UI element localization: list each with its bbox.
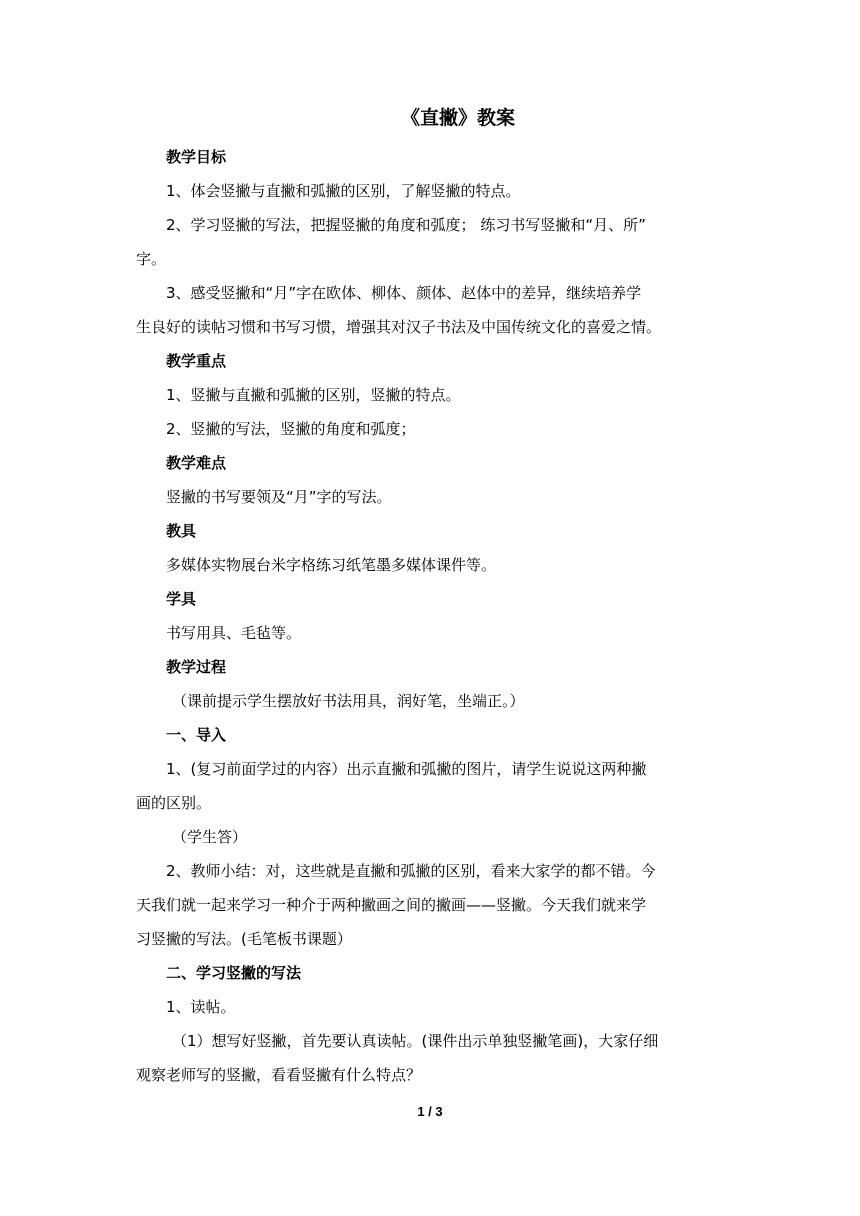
paragraph-line: （1）想写好竖撇，首先要认真读帖。(课件出示单独竖撇笔画)，大家仔细 [172, 1032, 659, 1050]
page-number: 1 / 3 [417, 1104, 443, 1119]
document-body [136, 104, 736, 1092]
paragraph-line: 1、(复习前面学过的内容）出示直撇和弧撇的图片，请学生说说这两种撇 [166, 760, 647, 778]
heading-teaching-goals: 教学目标 [166, 148, 227, 166]
paragraph-line: 多媒体实物展台米字格练习纸笔墨多媒体课件等。 [166, 556, 497, 574]
paragraph-line: （课前提示学生摆放好书法用具，润好笔，坐端正。） [172, 692, 525, 710]
paragraph-line: 观察老师写的竖撇，看看竖撇有什么特点？ [136, 1066, 422, 1084]
paragraph-line: 1、体会竖撇与直撇和弧撇的区别，了解竖撇的特点。 [166, 182, 521, 200]
paragraph-line: 1、读帖。 [166, 998, 236, 1016]
paragraph-line: 2、学习竖撇的写法，把握竖撇的角度和弧度； 练习书写竖撇和“月、所” [166, 216, 646, 234]
paragraph-line: 天我们就一起来学习一种介于两种撇画之间的撇画——竖撇。今天我们就来学 [136, 896, 647, 914]
paragraph-line: 生良好的读帖习惯和书写习惯，增强其对汉子书法及中国传统文化的喜爱之情。 [136, 318, 662, 336]
paragraph-line: 竖撇的书写要领及“月”字的写法。 [166, 488, 392, 506]
heading-difficulties: 教学难点 [166, 454, 227, 472]
paragraph-line: 书写用具、毛毡等。 [166, 624, 302, 642]
heading-teaching-aids: 教具 [166, 522, 197, 540]
heading-key-points: 教学重点 [166, 352, 227, 370]
paragraph-line: 1、竖撇与直撇和弧撇的区别，竖撇的特点。 [166, 386, 461, 404]
heading-introduction: 一、导入 [166, 726, 227, 744]
paragraph-line: （学生答） [172, 828, 248, 846]
paragraph-line: 字。 [136, 250, 167, 268]
heading-teaching-process: 教学过程 [166, 658, 227, 676]
paragraph-line: 习竖撇的写法。(毛笔板书课题） [136, 930, 352, 948]
paragraph-line: 2、竖撇的写法，竖撇的角度和弧度； [166, 420, 416, 438]
paragraph-line: 2、教师小结：对，这些就是直撇和弧撇的区别，看来大家学的都不错。今 [166, 862, 656, 880]
heading-learning-tools: 学具 [166, 590, 197, 608]
heading-learn-writing: 二、学习竖撇的写法 [166, 964, 302, 982]
paragraph-line: 3、感受竖撇和“月”字在欧体、柳体、颜体、赵体中的差异，继续培养学 [166, 284, 642, 302]
paragraph-line: 画的区别。 [136, 794, 212, 812]
document-title: 《直撇》教案 [400, 107, 515, 129]
